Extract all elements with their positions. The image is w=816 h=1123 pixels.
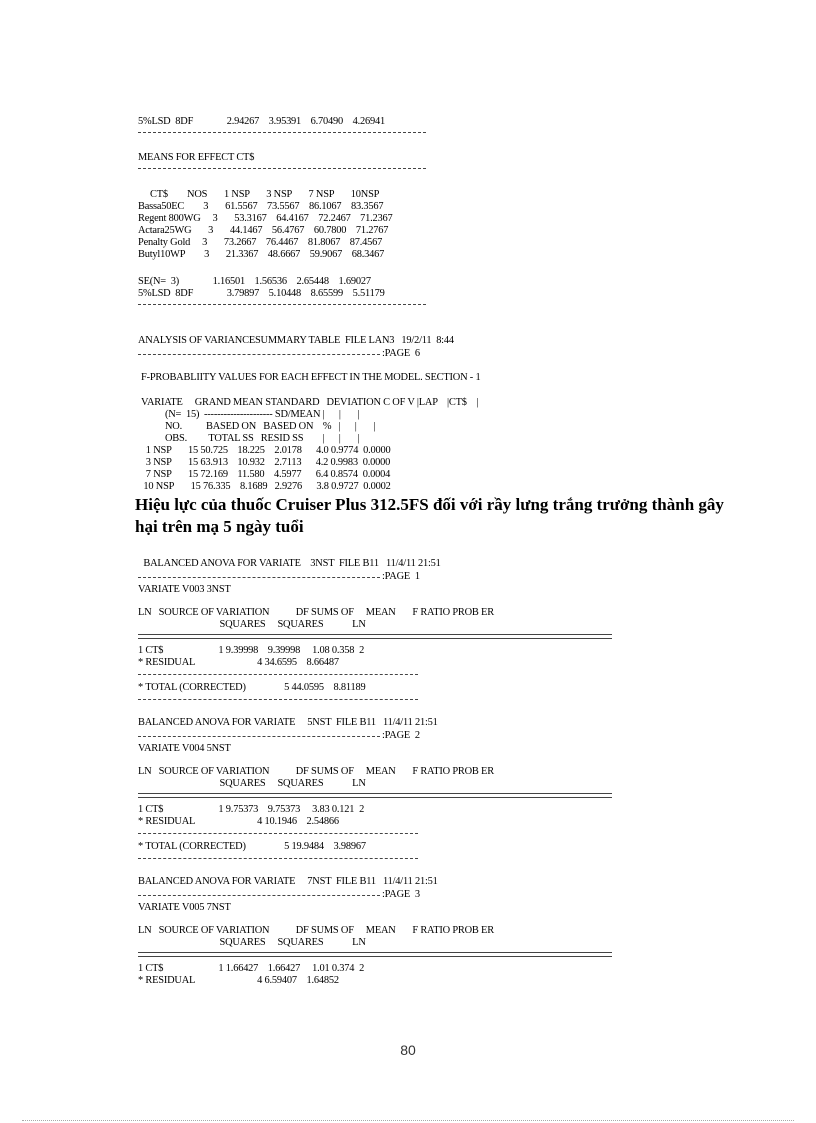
page-bottom-rule [22, 1120, 794, 1121]
dashed-divider [138, 674, 418, 675]
anova-header: SQUARES SQUARES LN [138, 937, 366, 948]
summary-row: 3 NSP 15 63.913 10.932 2.7113 4.2 0.9983 0.0000 [141, 457, 391, 468]
means-table-row: Butyl10WP 3 21.3367 48.6667 59.9067 68.3467 [138, 249, 385, 260]
summary-row: 1 NSP 15 50.725 18.225 2.0178 4.0 0.9774 0.0000 [141, 445, 391, 456]
anova-header: LN SOURCE OF VARIATION DF SUMS OF MEAN F RATIO PROB ER [138, 925, 494, 936]
summary-header: OBS. TOTAL SS RESID SS | | | [141, 433, 360, 444]
dashed-divider [138, 304, 426, 305]
summary-header: VARIATE GRAND MEAN STANDARD DEVIATION C OF V |LAP |CT$ | [141, 397, 479, 408]
summary-row: 7 NSP 15 72.169 11.580 4.5977 6.4 0.8574 0.0004 [141, 469, 391, 480]
page-number: 80 [400, 1042, 416, 1058]
anova-total: * TOTAL (CORRECTED) 5 44.0595 8.81189 [138, 682, 366, 693]
variate-label: VARIATE V004 5NST [138, 743, 231, 754]
page-label: :PAGE 6 [382, 348, 420, 359]
anova-total: * TOTAL (CORRECTED) 5 19.9484 3.98967 [138, 841, 366, 852]
double-divider [138, 793, 612, 798]
means-table-row: Regent 800WG 3 53.3167 64.4167 72.2467 71.2367 [138, 213, 393, 224]
dashed-divider [138, 354, 380, 355]
se-line: SE(N= 3) 1.16501 1.56536 2.65448 1.69027 [138, 276, 371, 287]
anova-title: BALANCED ANOVA FOR VARIATE 5NST FILE B11 11/4/11 21:51 [138, 717, 438, 728]
summary-header: NO. BASED ON BASED ON % | | | [141, 421, 376, 432]
dashed-divider [138, 168, 426, 169]
dashed-divider [138, 699, 418, 700]
dashed-divider [138, 833, 418, 834]
summary-row: 10 NSP 15 76.335 8.1689 2.9276 3.8 0.9727 0.0002 [141, 481, 391, 492]
means-table-row: Penalty Gold 3 73.2667 76.4467 81.8067 87.4567 [138, 237, 383, 248]
anova-row: 1 CT$ 1 1.66427 1.66427 1.01 0.374 2 [138, 963, 365, 974]
section-heading: Hiệu lực của thuốc Cruiser Plus 312.5FS đối với rầy lưng trắng trưởng thành gây hại trên mạ 5 ngày tuổi [135, 495, 724, 536]
anova-title: BALANCED ANOVA FOR VARIATE 3NST FILE B11 11/4/11 21:51 [141, 558, 441, 569]
anova-row: * RESIDUAL 4 6.59407 1.64852 [138, 975, 339, 986]
dashed-divider [138, 736, 380, 737]
anova-title: BALANCED ANOVA FOR VARIATE 7NST FILE B11 11/4/11 21:51 [138, 876, 438, 887]
means-title: MEANS FOR EFFECT CT$ [138, 152, 255, 163]
anova-header: LN SOURCE OF VARIATION DF SUMS OF MEAN F RATIO PROB ER [138, 766, 494, 777]
means-table-header: CT$ NOS 1 NSP 3 NSP 7 NSP 10NSP [138, 189, 380, 200]
lsd-line: 5%LSD 8DF 2.94267 3.95391 6.70490 4.26941 [138, 116, 385, 127]
fprob-title: F-PROBABLIITY VALUES FOR EACH EFFECT IN THE MODEL. SECTION - 1 [141, 372, 481, 383]
dashed-divider [138, 895, 380, 896]
summary-header: (N= 15) --------------------- SD/MEAN | | | [141, 409, 360, 420]
page-label: :PAGE 3 [382, 889, 420, 900]
anova-row: 1 CT$ 1 9.39998 9.39998 1.08 0.358 2 [138, 645, 365, 656]
anova-row: * RESIDUAL 4 34.6595 8.66487 [138, 657, 339, 668]
means-table-row: Bassa50EC 3 61.5567 73.5567 86.1067 83.3567 [138, 201, 384, 212]
double-divider [138, 952, 612, 957]
page-label: :PAGE 2 [382, 730, 420, 741]
variate-label: VARIATE V005 7NST [138, 902, 231, 913]
lsd-line: 5%LSD 8DF 3.79897 5.10448 8.65599 5.51179 [138, 288, 385, 299]
anova-row: * RESIDUAL 4 10.1946 2.54866 [138, 816, 339, 827]
means-table-row: Actara25WG 3 44.1467 56.4767 60.7800 71.2767 [138, 225, 389, 236]
variate-label: VARIATE V003 3NST [138, 584, 231, 595]
dashed-divider [138, 577, 380, 578]
dashed-divider [138, 858, 418, 859]
anova-header: LN SOURCE OF VARIATION DF SUMS OF MEAN F RATIO PROB ER [138, 607, 494, 618]
anova-header: SQUARES SQUARES LN [138, 778, 366, 789]
anova-header: SQUARES SQUARES LN [138, 619, 366, 630]
page-label: :PAGE 1 [382, 571, 420, 582]
summary-title: ANALYSIS OF VARIANCESUMMARY TABLE FILE LAN3 19/2/11 8:44 [138, 335, 454, 346]
anova-row: 1 CT$ 1 9.75373 9.75373 3.83 0.121 2 [138, 804, 365, 815]
double-divider [138, 634, 612, 639]
dashed-divider [138, 132, 426, 133]
